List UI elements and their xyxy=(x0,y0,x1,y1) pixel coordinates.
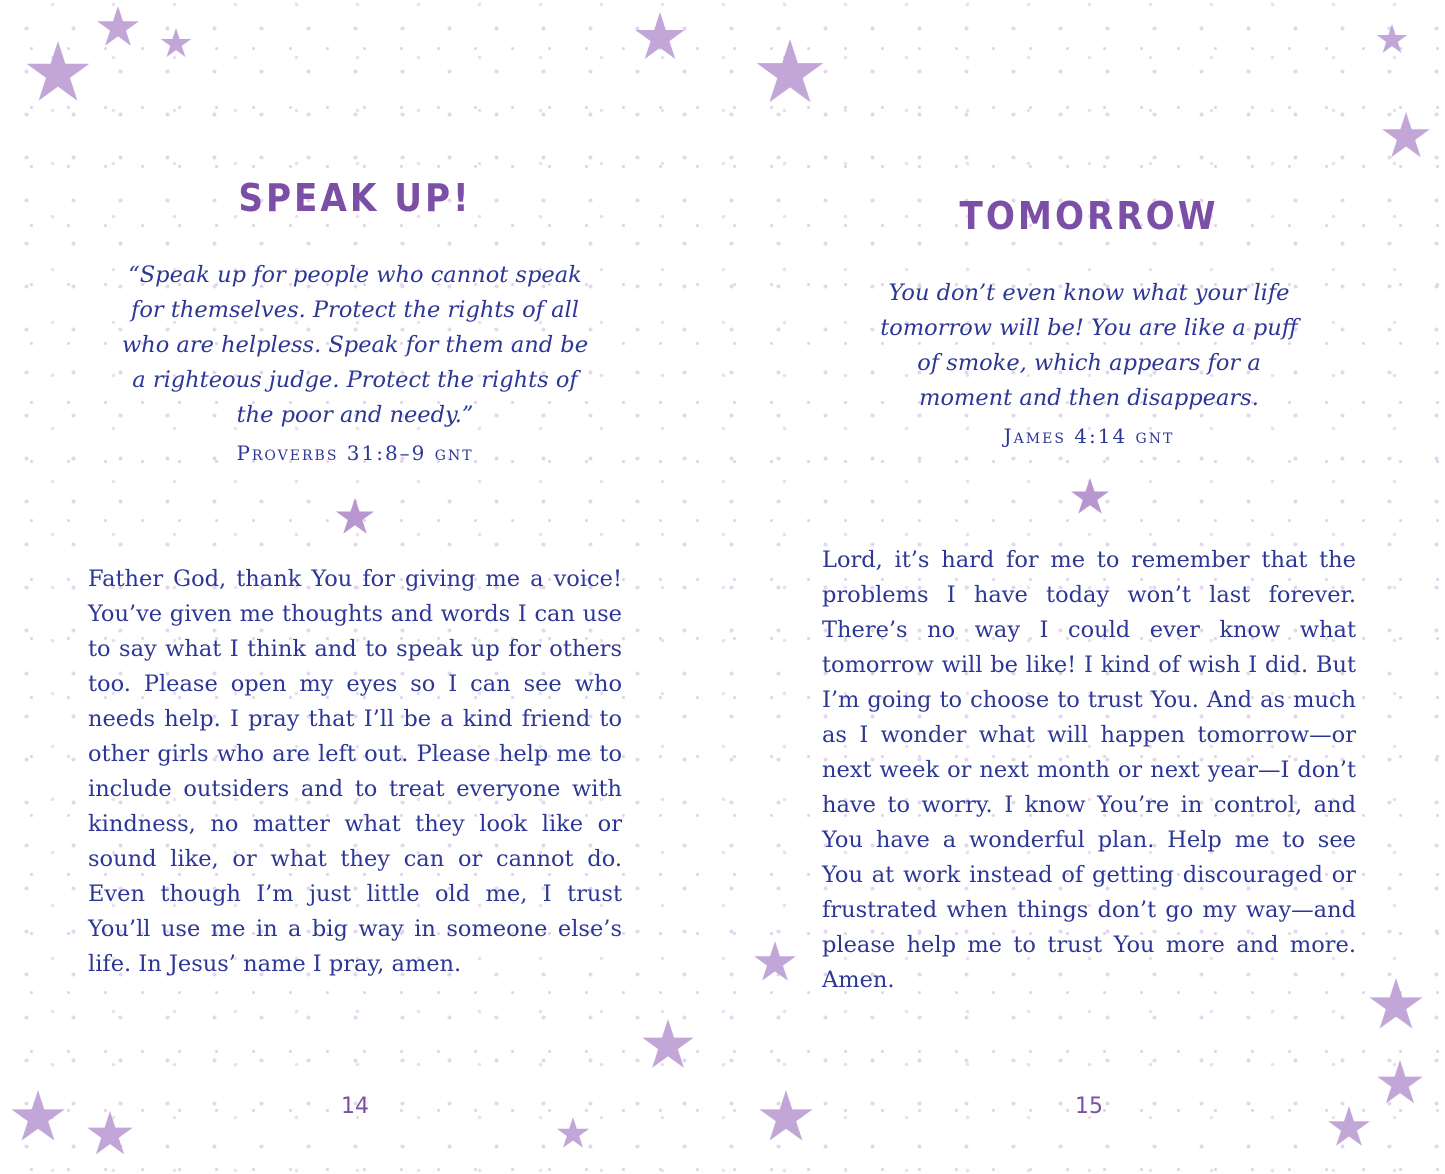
page-number: 15 xyxy=(1075,1094,1103,1119)
star-icon xyxy=(333,496,377,538)
right-page xyxy=(822,0,1356,1174)
star-icon xyxy=(759,1090,812,1141)
scripture-verse: “Speak up for people who cannot speak for themselves. Protect the rights of all who are helpless. Speak for them and be a righteous judge. Protect the rights of the poor and needy.” xyxy=(121,262,589,428)
star-icon xyxy=(635,12,684,59)
prayer-text: Father God, thank You for giving me a voice! You’ve given me thoughts and words I can use to say what I think and to speak up for others too. Please open my eyes so I can see who needs help. I pray that I’ll be a kind friend to other girls who are left out. Please help me to include outsiders and to treat everyone with kindness, no matter what they look like or sound like, or what they can or cannot do. Even though I’m just little old me, I trust You’ll use me in a big way in someone else’s life. In Jesus’ name I pray, amen. xyxy=(88,566,622,977)
star-icon xyxy=(11,1090,64,1141)
star-icon xyxy=(757,39,824,102)
star-icon xyxy=(1369,978,1422,1029)
star-icon xyxy=(1377,24,1407,53)
page-title: TOMORROW xyxy=(959,194,1219,238)
star-icon xyxy=(1377,1060,1423,1103)
page-number: 14 xyxy=(341,1094,369,1119)
page-title: SPEAK UP! xyxy=(238,176,472,220)
scripture-reference: Proverbs 31:8–9 gnt xyxy=(236,441,474,465)
scripture-verse: You don’t even know what your life tomorrow will be! You are like a puff of smoke, which appears for a moment and then disappears. xyxy=(880,280,1298,411)
left-page xyxy=(88,0,622,1174)
star-icon xyxy=(27,41,90,101)
star-icon xyxy=(1068,476,1112,518)
prayer-text: Lord, it’s hard for me to remember that the problems I have today won’t last forever. There’s no way I could ever know what tomorrow will be like! I kind of wish I did. But I’m going to choose to trust You. And as much as I wonder what will happen tomorrow—or next week or next month or next year—I don’t have to worry. I know You’re in control, and You have a wonderful plan. Help me to see You at work instead of getting discouraged or frustrated when things don’t go my way—and please help me to trust You more and more. Amen. xyxy=(822,547,1356,993)
star-icon xyxy=(754,941,796,981)
star-icon xyxy=(1382,112,1430,157)
star-icon xyxy=(642,1019,693,1068)
scripture-reference: James 4:14 gnt xyxy=(1003,424,1175,448)
